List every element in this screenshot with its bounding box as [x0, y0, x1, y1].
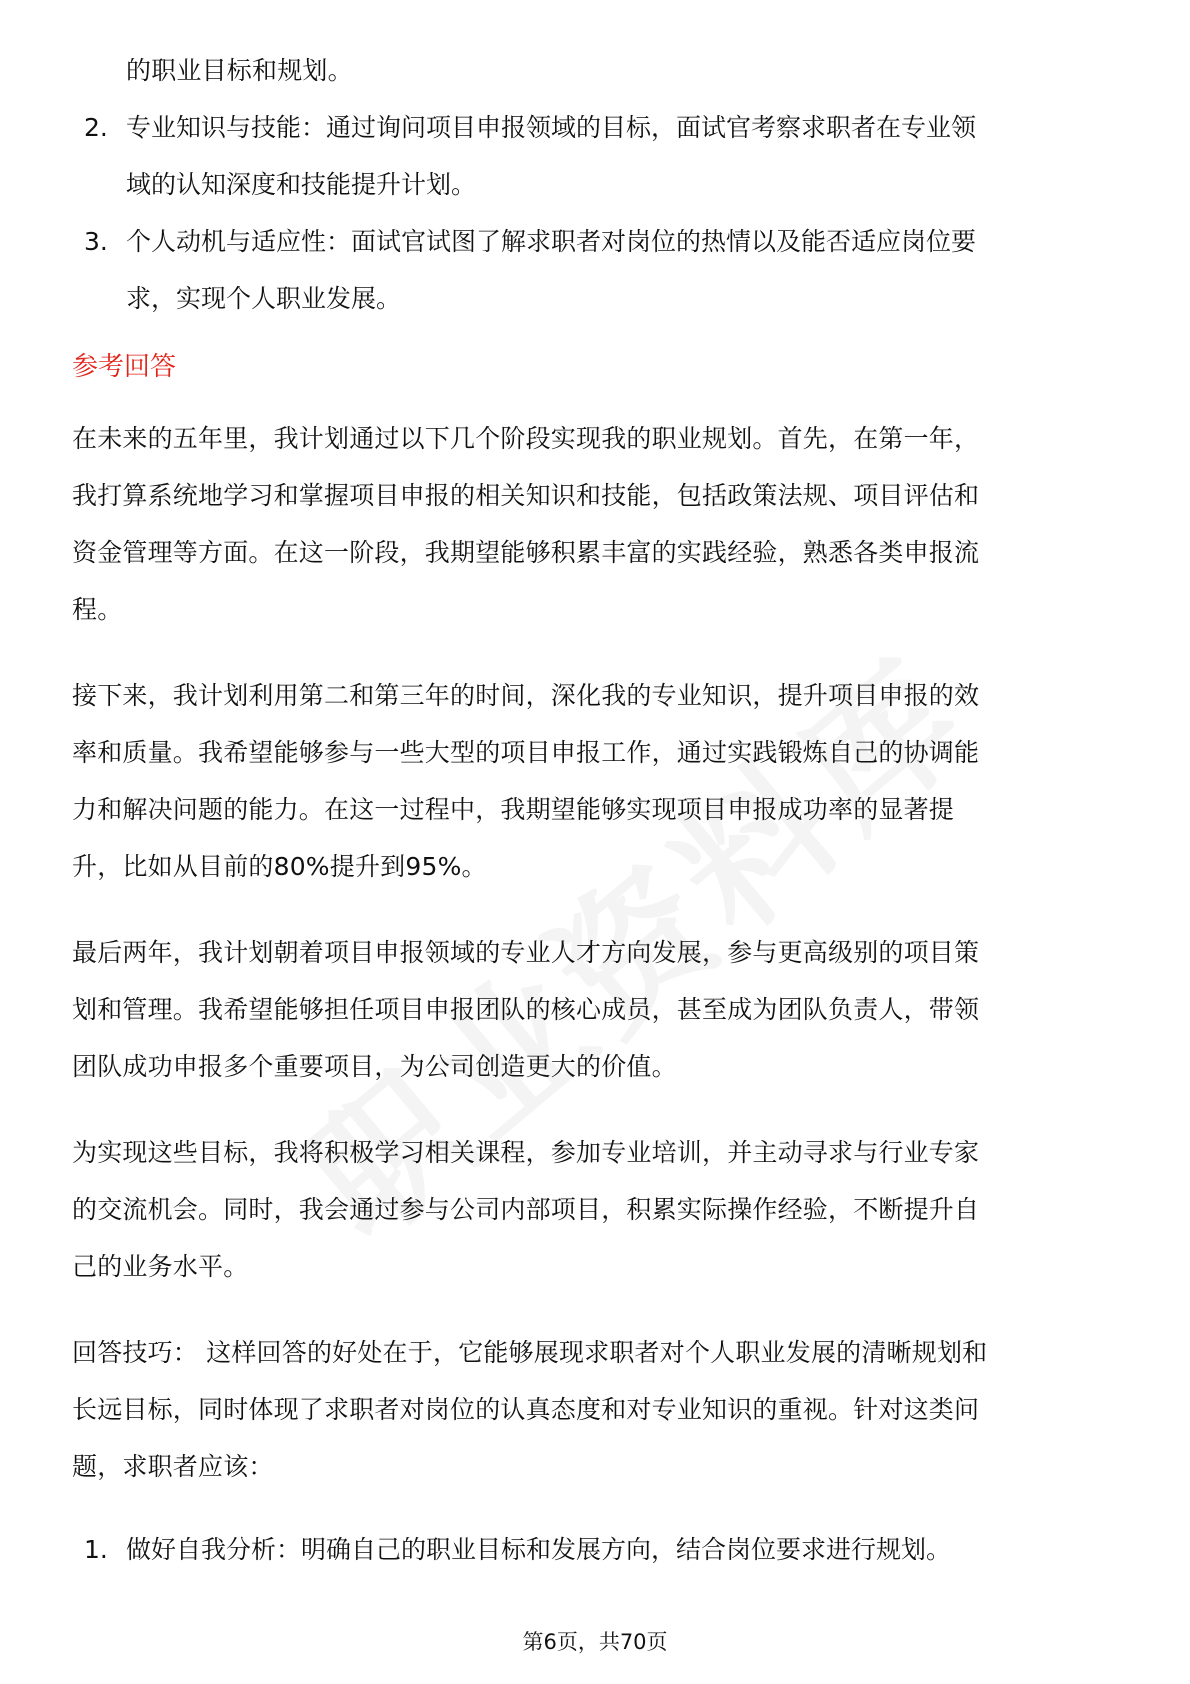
paragraph-line: 为实现这些目标，我将积极学习相关课程，参加专业培训，并主动寻求与行业专家 — [72, 1138, 980, 1167]
section-heading: 参考回答 — [72, 352, 177, 382]
paragraph-line: 资金管理等方面。在这一阶段，我期望能够积累丰富的实践经验，熟悉各类申报流 — [72, 538, 980, 567]
list-number: 2. — [84, 113, 108, 142]
list-item-line: 域的认知深度和技能提升计划。 — [126, 170, 477, 199]
paragraph-line: 划和管理。我希望能够担任项目申报团队的核心成员，甚至成为团队负责人，带领 — [72, 995, 980, 1024]
paragraph-line: 团队成功申报多个重要项目，为公司创造更大的价值。 — [72, 1052, 677, 1081]
answer-paragraph — [72, 667, 1122, 895]
paragraph-line: 长远目标，同时体现了求职者对岗位的认真态度和对专业知识的重视。针对这类问 — [72, 1395, 980, 1424]
list-item — [72, 1521, 1122, 1578]
page-number-footer: 第6页，共70页 — [522, 1630, 668, 1654]
answer-paragraph — [72, 924, 1122, 1095]
list-item — [72, 99, 1122, 213]
paragraph-line: 己的业务水平。 — [72, 1252, 249, 1281]
list-item-line: 专业知识与技能：通过询问项目申报领域的目标，面试官考察求职者在专业领 — [126, 113, 977, 142]
paragraph-line: 在未来的五年里，我计划通过以下几个阶段实现我的职业规划。首先，在第一年， — [72, 424, 980, 453]
paragraph-line: 题，求职者应该： — [72, 1452, 274, 1481]
paragraph-line: 我打算系统地学习和掌握项目申报的相关知识和技能，包括政策法规、项目评估和 — [72, 481, 980, 510]
paragraph-line: 程。 — [72, 595, 123, 624]
answer-paragraph — [72, 1124, 1122, 1295]
list-number: 3. — [84, 227, 108, 256]
list-item-line: 个人动机与适应性：面试官试图了解求职者对岗位的热情以及能否适应岗位要 — [126, 227, 977, 256]
paragraph-line: 力和解决问题的能力。在这一过程中，我期望能够实现项目申报成功率的显著提 — [72, 795, 955, 824]
paragraph-line: 接下来，我计划利用第二和第三年的时间，深化我的专业知识，提升项目申报的效 — [72, 681, 980, 710]
paragraph-line: 回答技巧： 这样回答的好处在于，它能够展现求职者对个人职业发展的清晰规划和 — [72, 1338, 988, 1367]
list-item-line: 求，实现个人职业发展。 — [126, 284, 402, 313]
paragraph-line: 率和质量。我希望能够参与一些大型的项目申报工作，通过实践锻炼自己的协调能 — [72, 738, 980, 767]
answer-paragraph — [72, 410, 1122, 638]
tips-paragraph — [72, 1324, 1122, 1495]
list-item-line: 做好自我分析：明确自己的职业目标和发展方向，结合岗位要求进行规划。 — [126, 1535, 952, 1564]
tips-list — [72, 1521, 1122, 1578]
list-number: 1. — [84, 1535, 108, 1564]
paragraph-line: 的交流机会。同时，我会通过参与公司内部项目，积累实际操作经验，不断提升自 — [72, 1195, 980, 1224]
focus-list — [72, 99, 1122, 327]
list-item — [72, 213, 1122, 327]
page-content — [72, 42, 1122, 1578]
paragraph-line: 升，比如从目前的80%提升到95%。 — [72, 852, 487, 881]
list-item-continuation: 的职业目标和规划。 — [126, 56, 353, 85]
paragraph-line: 最后两年，我计划朝着项目申报领域的专业人才方向发展，参与更高级别的项目策 — [72, 938, 980, 967]
